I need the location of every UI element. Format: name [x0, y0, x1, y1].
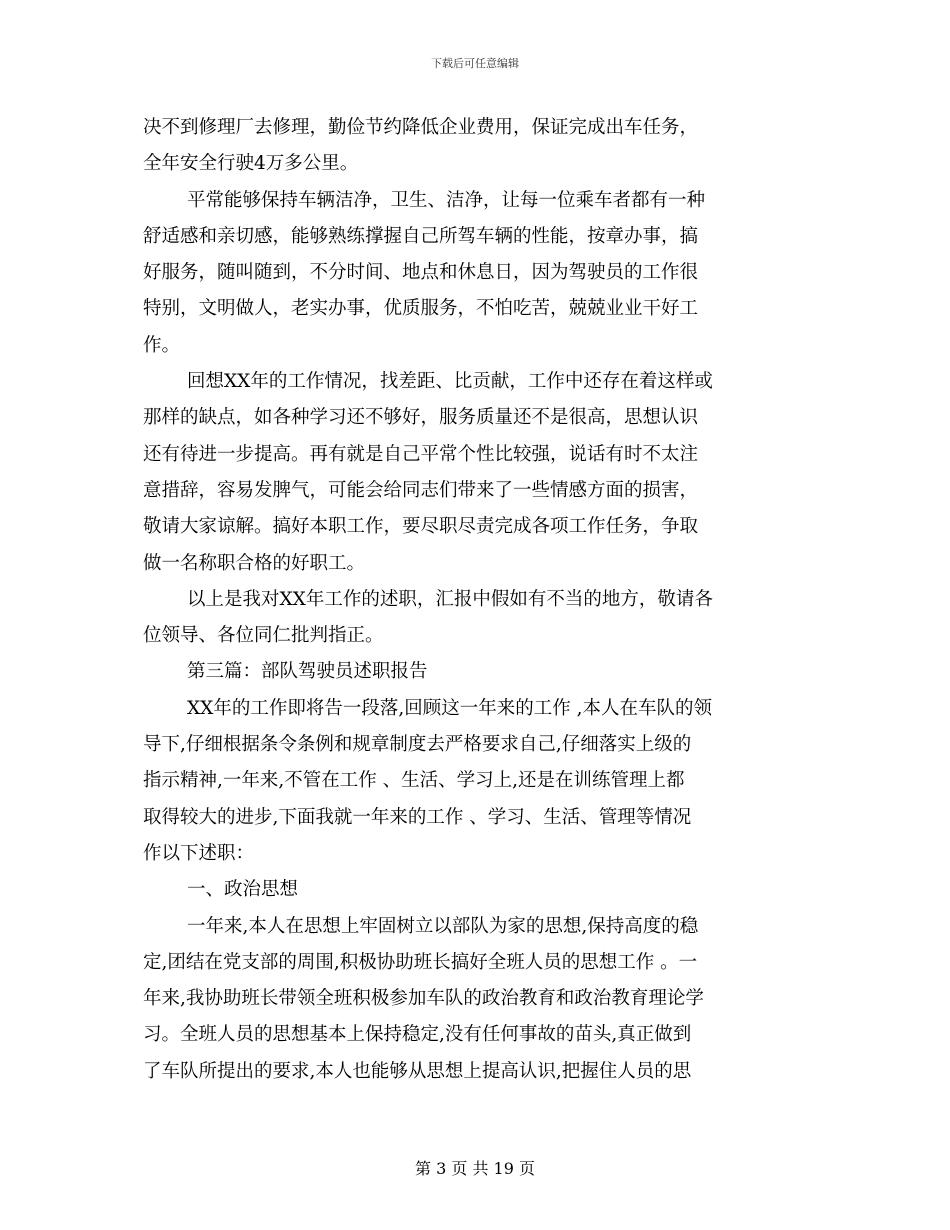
text-line: XX年的工作即将告一段落,回顾这一年来的工作 ,本人在车队的领 [187, 697, 712, 719]
text-line: 意措辞，容易发脾气，可能会给同志们带来了一些情感方面的损害， [143, 479, 699, 501]
text-line: 决不到修理厂去修理，勤俭节约降低企业费用，保证完成出车任务， [143, 117, 699, 138]
text-line: 作。 [143, 334, 181, 356]
text-line: 习。全班人员的思想基本上保持稳定,没有任何事故的苗头,真正做到 [143, 1024, 692, 1046]
text-line: 舒适感和亲切感，能够熟练撑握自己所驾车辆的性能，按章办事，搞 [143, 225, 699, 247]
text-line: 回想XX年的工作情况，找差距、比贡献，工作中还存在着这样或 [187, 371, 713, 393]
text-line: 还有待进一步提高。再有就是自己平常个性比较强，说话有时不太注 [143, 443, 699, 465]
text-line: 第三篇：部队驾驶员述职报告 [187, 661, 428, 683]
text-line: 作以下述职： [143, 842, 255, 864]
text-line: 一年来,本人在思想上牢固树立以部队为家的思想,保持高度的稳 [187, 915, 699, 937]
text-line: 定,团结在党支部的周围,积极协助班长搞好全班人员的思想工作 。一 [143, 951, 698, 973]
text-line: 取得较大的进步,下面我就一年来的工作 、学习、生活、管理等情况 [143, 806, 692, 828]
text-line: 位领导、各位同仁批判指正。 [143, 625, 384, 647]
text-line: 好服务，随叫随到，不分时间、地点和休息日，因为驾驶员的工作很 [143, 262, 699, 284]
text-line: 做一名称职合格的好职工。 [143, 552, 366, 574]
page-footer: 第 3 页 共 19 页 [415, 1159, 535, 1178]
text-line: 导下,仔细根据条令条例和规章制度去严格要求自己,仔细落实上级的 [143, 734, 692, 756]
text-line: 全年安全行驶4万多公里。 [143, 153, 359, 175]
text-line: 平常能够保持车辆洁净，卫生、洁净，让每一位乘车者都有一种 [187, 189, 706, 211]
document-body [143, 110, 808, 1090]
text-line: 一、政治思想 [187, 879, 299, 901]
text-line: 特别，文明做人，老实办事，优质服务，不怕吃苦，兢兢业业干好工 [143, 298, 699, 320]
text-line: 那样的缺点，如各种学习还不够好，服务质量还不是很高，思想认识 [143, 407, 699, 429]
page-header: 下载后可任意编辑 [431, 57, 519, 70]
text-line: 以上是我对XX年工作的述职，汇报中假如有不当的地方，敬请各 [187, 588, 713, 610]
text-line: 指示精神,一年来,不管在工作 、生活、学习上,还是在训练管理上都 [143, 770, 685, 792]
text-line: 敬请大家谅解。搞好本职工作，要尽职尽责完成各项工作任务，争取 [143, 516, 699, 538]
text-line: 了车队所提出的要求,本人也能够从思想上提高认识,把握住人员的思 [143, 1060, 692, 1082]
text-line: 年来,我协助班长带领全班积极参加车队的政治教育和政治教育理论学 [143, 988, 704, 1010]
